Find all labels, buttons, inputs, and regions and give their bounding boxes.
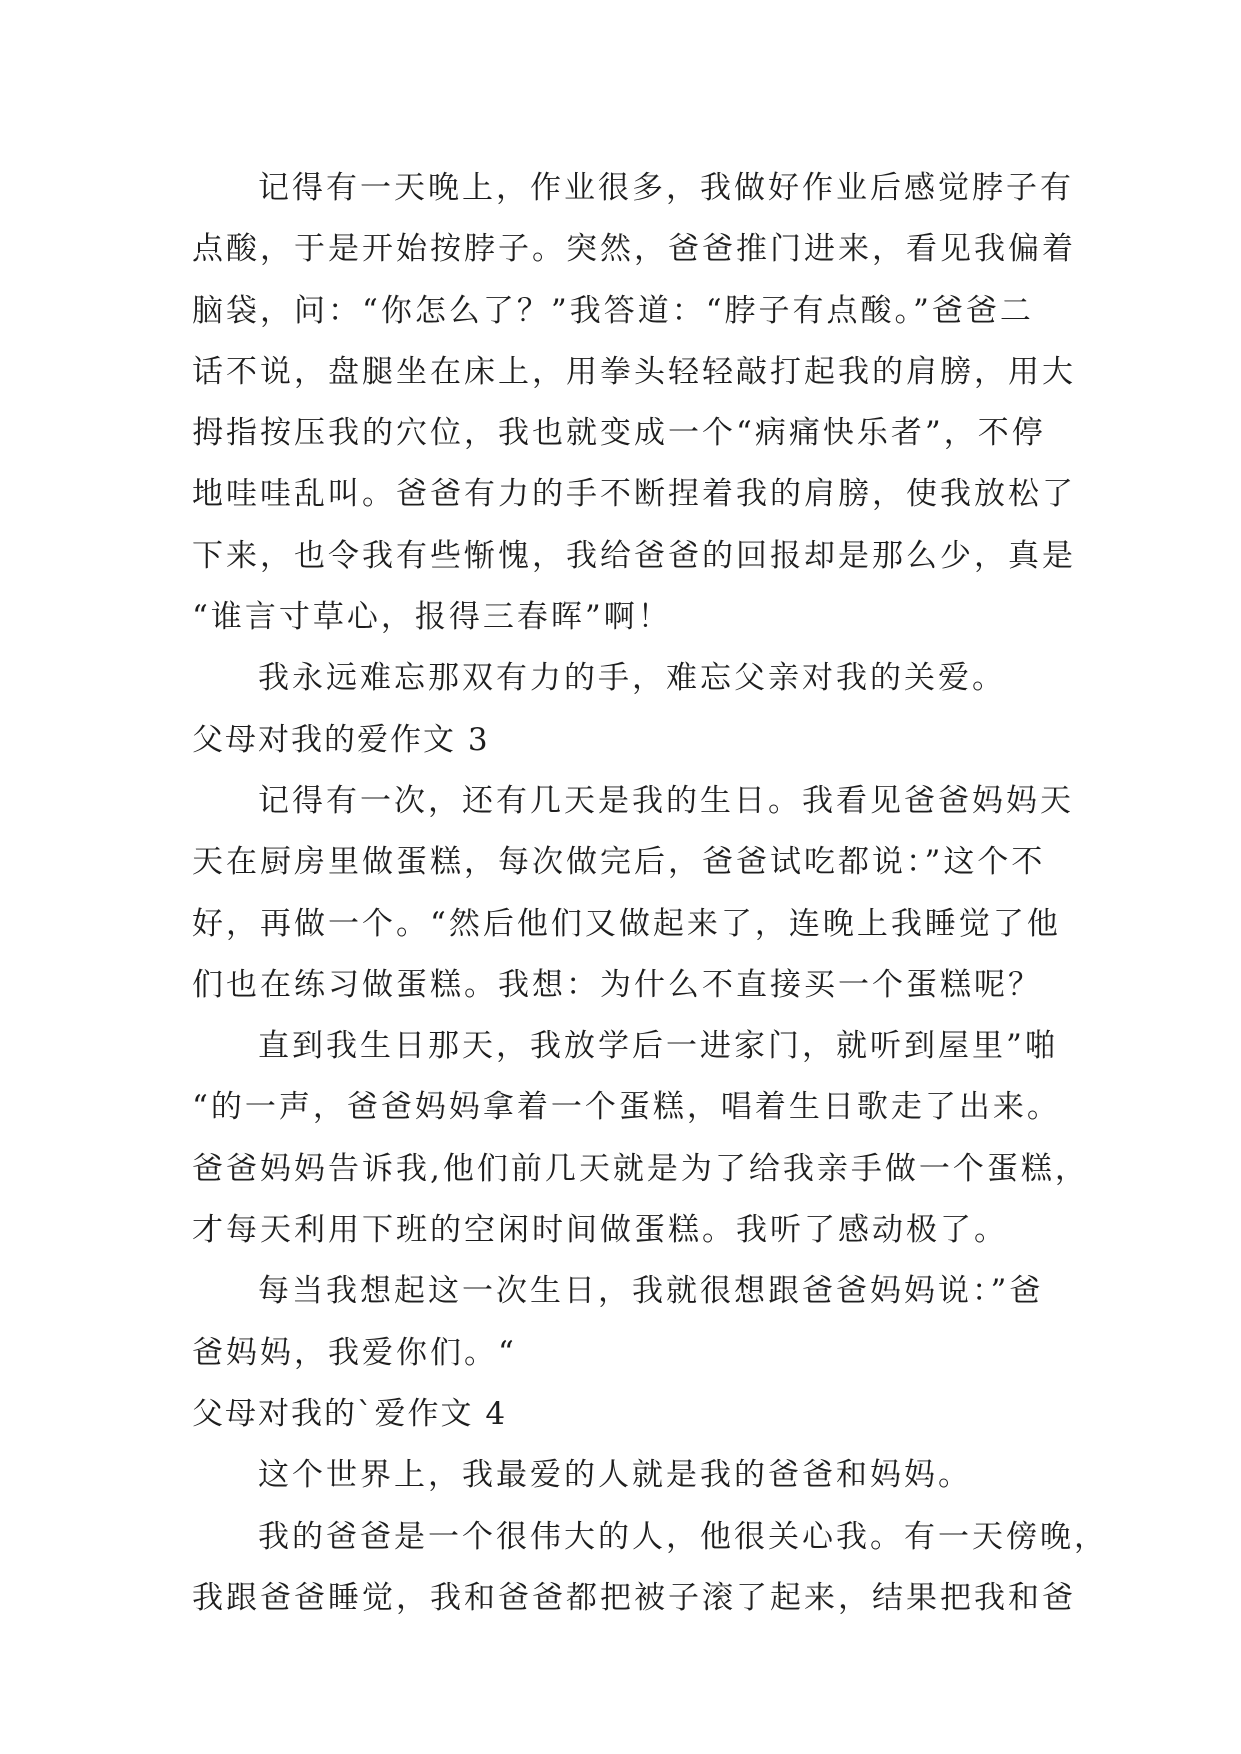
line-16: “的一声，爸爸妈妈拿着一个蛋糕，唱着生日歌走了出来。 (192, 1089, 1061, 1126)
line-14: 们也在练习做蛋糕。我想：为什么不直接买一个蛋糕呢？ (192, 966, 1042, 1003)
document-body (192, 158, 1108, 1629)
line-3: 脑袋，问：“你怎么了？”我答道：“脖子有点酸。”爸爸二 (192, 292, 1034, 329)
line-17: 爸爸妈妈告诉我,他们前几天就是为了给我亲手做一个蛋糕， (192, 1150, 1089, 1187)
line-19: 每当我想起这一次生日，我就很想跟爸爸妈妈说：”爸 (258, 1273, 1044, 1310)
line-8: “谁言寸草心，报得三春晖”啊！ (192, 599, 672, 636)
line-11: 记得有一次，还有几天是我的生日。我看见爸爸妈妈天 (258, 782, 1074, 819)
line-1: 记得有一天晚上，作业很多，我做好作业后感觉脖子有 (258, 170, 1074, 206)
line-7: 下来，也令我有些惭愧，我给爸爸的回报却是那么少，真是 (192, 537, 1076, 574)
line-13: 好，再做一个。“然后他们又做起来了，连晚上我睡觉了他 (192, 905, 1061, 942)
line-4: 话不说，盘腿坐在床上，用拳头轻轻敲打起我的肩膀，用大 (192, 353, 1076, 390)
line-15: 直到我生日那天，我放学后一进家门，就听到屋里”啪 (258, 1028, 1059, 1065)
line-5: 拇指按压我的穴位，我也就变成一个“病痛快乐者”，不停 (192, 415, 1046, 452)
line-2: 点酸，于是开始按脖子。突然，爸爸推门进来，看见我偏着 (192, 231, 1076, 268)
line-24: 我跟爸爸睡觉，我和爸爸都把被子滚了起来，结果把我和爸 (192, 1579, 1076, 1616)
line-9: 我永远难忘那双有力的手，难忘父亲对我的关爱。 (258, 660, 1006, 697)
line-23: 我的爸爸是一个很伟大的人，他很关心我。有一天傍晚， (258, 1518, 1108, 1555)
line-6: 地哇哇乱叫。爸爸有力的手不断捏着我的肩膀，使我放松了 (192, 476, 1076, 513)
line-20: 爸妈妈，我爱你们。“ (192, 1334, 517, 1371)
line-18: 才每天利用下班的空闲时间做蛋糕。我听了感动极了。 (192, 1212, 1008, 1249)
section-heading-3: 父母对我的爱作文 3 (192, 721, 490, 758)
line-22: 这个世界上，我最爱的人就是我的爸爸和妈妈。 (258, 1457, 972, 1494)
section-heading-4: 父母对我的`爱作文 4 (192, 1395, 508, 1432)
line-12: 天在厨房里做蛋糕，每次做完后，爸爸试吃都说：”这个不 (192, 844, 1046, 881)
